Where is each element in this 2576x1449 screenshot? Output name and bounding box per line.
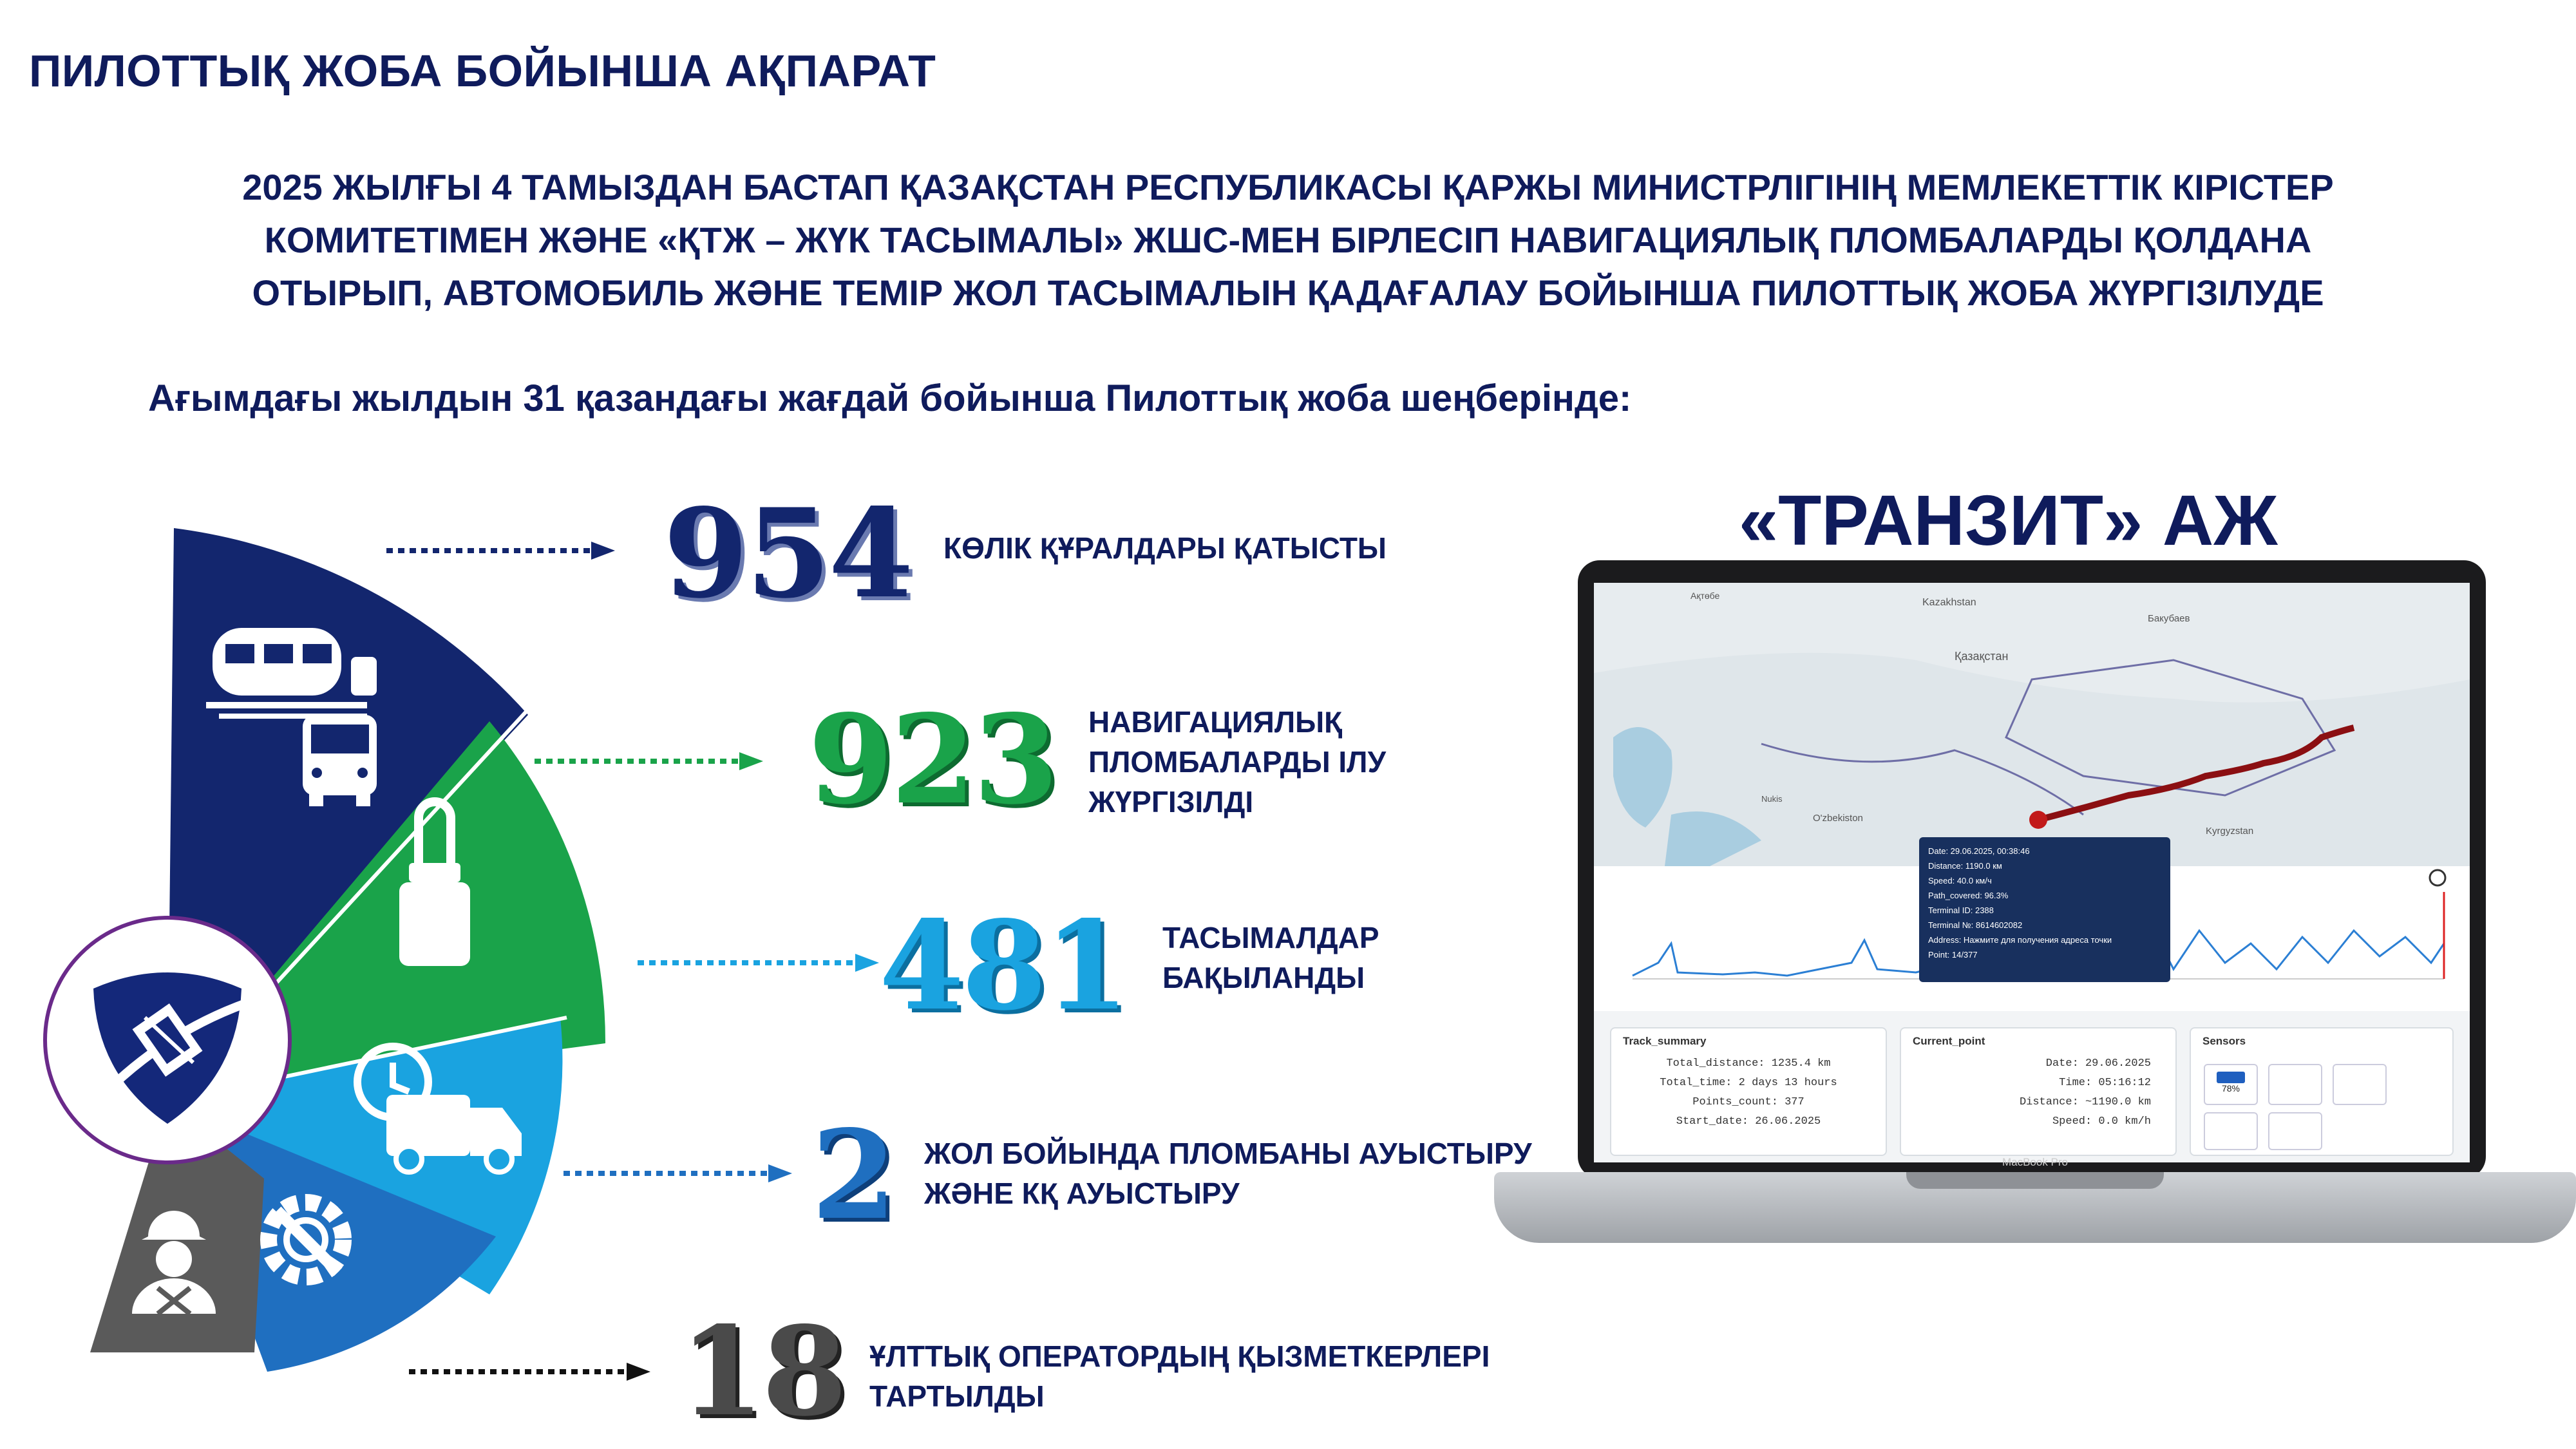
stat-label-line: ЖҮРГІЗІЛДІ bbox=[1088, 785, 1254, 819]
sensor-tile[interactable] bbox=[2333, 1064, 2387, 1105]
stat-value-seals: 923 bbox=[808, 688, 1056, 831]
current-point-panel bbox=[1900, 1027, 2177, 1156]
sensor-tile[interactable] bbox=[2268, 1112, 2322, 1150]
arrow-954 bbox=[386, 538, 618, 564]
intro-line: 2025 ЖЫЛҒЫ 4 ТАМЫЗДАН БАСТАП ҚАЗАҚСТАН РЕСПУБЛИКАСЫ ҚАРЖЫ МИНИСТРЛІГІНІҢ МЕМЛЕКЕТТІК КІРІСТЕР bbox=[242, 167, 2334, 207]
stat-value-vehicles: 954 bbox=[663, 482, 911, 625]
fan-graphic bbox=[0, 502, 644, 1404]
arrow-481 bbox=[638, 950, 882, 976]
map-label: Kazakhstan bbox=[1922, 597, 1976, 608]
sensor-tile[interactable] bbox=[2268, 1064, 2322, 1105]
battery-value: 78% bbox=[2221, 1083, 2240, 1094]
stat-label-line: НАВИГАЦИЯЛЫҚ bbox=[1088, 705, 1343, 739]
arrow-923 bbox=[535, 748, 766, 774]
stat-label-replacements bbox=[924, 1133, 1532, 1213]
panel-row: Date: 29.06.2025 bbox=[2045, 1057, 2151, 1070]
stat-label-line: БАҚЫЛАНДЫ bbox=[1162, 961, 1365, 994]
laptop bbox=[1494, 554, 2576, 1282]
track-tooltip bbox=[1919, 837, 2170, 982]
stat-label-line: ТАСЫМАЛДАР bbox=[1162, 921, 1379, 954]
laptop-notch bbox=[1906, 1172, 2164, 1189]
map-label: Қазақстан bbox=[1955, 650, 2009, 663]
battery-sensor[interactable] bbox=[2204, 1064, 2258, 1105]
panel-title: Track_summary bbox=[1623, 1035, 1707, 1047]
stat-label-staff bbox=[869, 1336, 1490, 1416]
track-summary-panel bbox=[1610, 1027, 1887, 1156]
sensor-tile[interactable] bbox=[2204, 1112, 2258, 1150]
stat-label-seals bbox=[1088, 702, 1386, 822]
panel-row: Total_distance: 1235.4 km bbox=[1666, 1057, 1831, 1070]
tooltip-line: Path_covered: 96.3% bbox=[1928, 891, 2009, 900]
panel-title: Current_point bbox=[1913, 1035, 1985, 1047]
subtitle: Ағымдағы жылдын 31 қазандағы жағдай бойынша Пилоттық жоба шеңберінде: bbox=[148, 377, 1632, 419]
stat-label-line: ҰЛТТЫҚ ОПЕРАТОРДЫҢ ҚЫЗМЕТКЕРЛЕРІ bbox=[869, 1340, 1490, 1373]
page-title: ПИЛОТТЫҚ ЖОБА БОЙЫНША АҚПАРАТ bbox=[29, 46, 936, 96]
panel-row: Distance: ~1190.0 km bbox=[2019, 1096, 2151, 1108]
laptop-brand: MacBook Pro bbox=[2002, 1156, 2069, 1168]
sensors-panel bbox=[2190, 1027, 2454, 1156]
panel-title: Sensors bbox=[2202, 1035, 2246, 1047]
stat-label-line: ТАРТЫЛДЫ bbox=[869, 1379, 1045, 1413]
panel-row: Time: 05:16:12 bbox=[2059, 1077, 2151, 1089]
bus-icon bbox=[303, 715, 377, 806]
arrow-18 bbox=[409, 1359, 654, 1385]
stat-value-replacements: 2 bbox=[811, 1103, 895, 1247]
laptop-screen bbox=[1594, 583, 2470, 1162]
map-label: Ақтөбе bbox=[1690, 591, 1720, 601]
stat-label-shipments bbox=[1162, 918, 1379, 998]
map-view bbox=[1594, 583, 2470, 866]
stat-value-staff: 18 bbox=[679, 1300, 845, 1443]
intro-line: КОМИТЕТІМЕН ЖӘНЕ «ҚТЖ – ЖҮК ТАСЫМАЛЫ» ЖШС-МЕН БІРЛЕСІП НАВИГАЦИЯЛЫҚ ПЛОМБАЛАРДЫ ҚОЛДАНА bbox=[264, 220, 2312, 260]
stat-value-shipments: 481 bbox=[879, 894, 1127, 1037]
panel-row: Points_count: 377 bbox=[1692, 1096, 1804, 1108]
stat-label-line: КӨЛІК ҚҰРАЛДАРЫ ҚАТЫСТЫ bbox=[943, 531, 1387, 565]
map-label: Kyrgyzstan bbox=[2206, 826, 2254, 837]
tooltip-line: Date: 29.06.2025, 00:38:46 bbox=[1928, 846, 2030, 856]
intro-text bbox=[77, 161, 2499, 319]
tooltip-line: Address: Нажмите для получения адреса точки bbox=[1928, 935, 2112, 945]
intro-line: ОТЫРЫП, АВТОМОБИЛЬ ЖӘНЕ ТЕМІР ЖОЛ ТАСЫМАЛЫН ҚАДАҒАЛАУ БОЙЫНША ПИЛОТТЫҚ ЖОБА ЖҮРГІЗІЛУДЕ bbox=[252, 272, 2324, 313]
panel-row: Start_date: 26.06.2025 bbox=[1676, 1115, 1821, 1128]
stat-label-line: ЖӘНЕ КҚ АУЫСТЫРУ bbox=[924, 1177, 1240, 1210]
tooltip-line: Terminal №: 8614602082 bbox=[1928, 920, 2023, 930]
map-label: Бакубаев bbox=[2148, 613, 2190, 624]
system-title: «ТРАНЗИТ» АЖ bbox=[1739, 481, 2278, 560]
stat-label-vehicles bbox=[943, 528, 1387, 568]
stat-label-line: ЖОЛ БОЙЫНДА ПЛОМБАНЫ АУЫСТЫРУ bbox=[924, 1137, 1532, 1170]
map-label: Nukis bbox=[1761, 794, 1783, 804]
panel-row: Total_time: 2 days 13 hours bbox=[1660, 1077, 1837, 1089]
tooltip-line: Distance: 1190.0 км bbox=[1928, 861, 2002, 871]
stat-label-line: ПЛОМБАЛАРДЫ ІЛУ bbox=[1088, 745, 1387, 779]
tooltip-line: Point: 14/377 bbox=[1928, 950, 1978, 960]
panel-row: Speed: 0.0 km/h bbox=[2052, 1115, 2151, 1128]
tooltip-line: Terminal ID: 2388 bbox=[1928, 905, 1994, 915]
tooltip-line: Speed: 40.0 км/ч bbox=[1928, 876, 1992, 886]
arrow-2 bbox=[564, 1160, 795, 1186]
map-label: O'zbekiston bbox=[1813, 813, 1863, 824]
